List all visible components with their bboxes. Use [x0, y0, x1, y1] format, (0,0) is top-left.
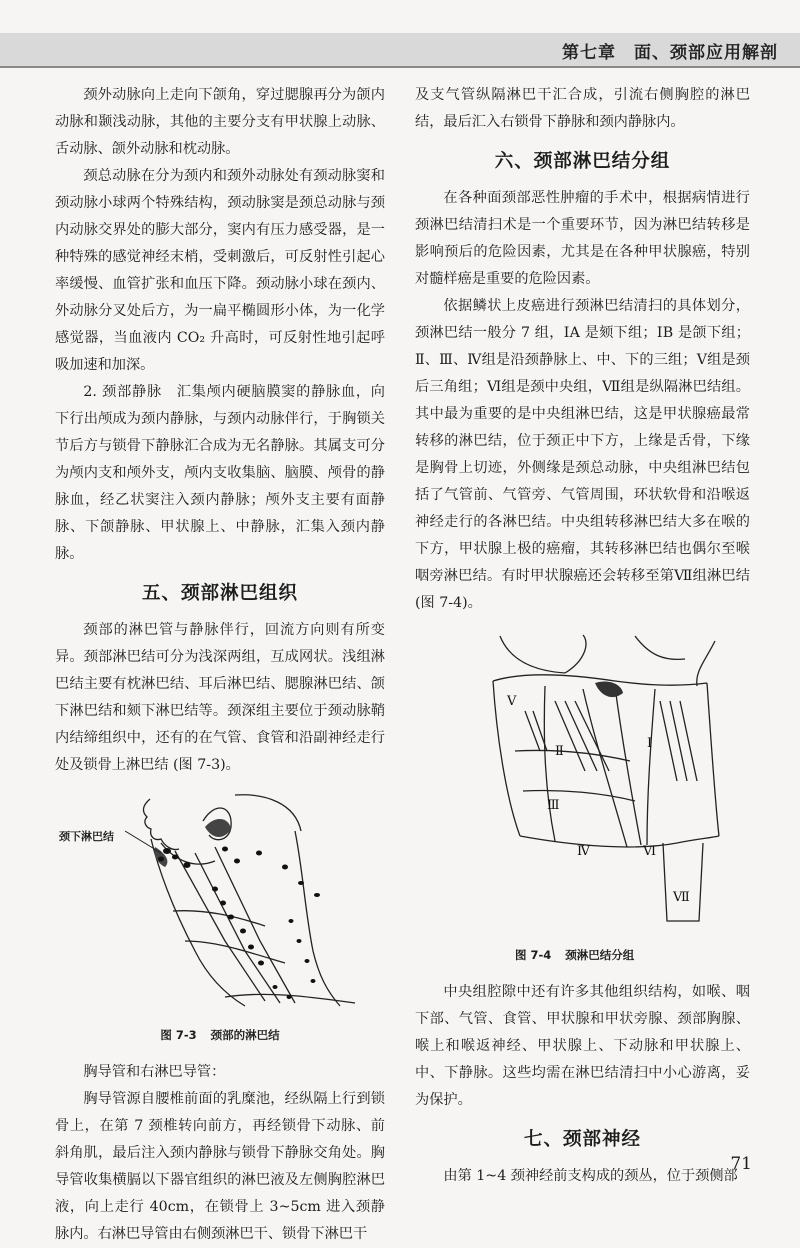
- caption-text: 颈淋巴结分组: [565, 948, 635, 962]
- paragraph: 胸导管源自腰椎前面的乳糜池，经纵隔上行到锁骨上，在第 7 颈椎转向前方，再经锁骨下动脉、前斜角肌，最后注入颈内静脉与锁骨下静脉交角处。胸导管收集横膈以下器官组织的淋巴液及左侧胸腔淋巴液，向上走行 40cm，在锁骨上 3~5cm 进入颈静脉内。右淋巴导管由右侧颈淋巴干、锁骨下淋巴干: [55, 1091, 385, 1242]
- section-heading: 七、颈部神经: [523, 1129, 641, 1150]
- figure-7-4: [415, 631, 750, 936]
- level-label-III: Ⅲ: [547, 798, 560, 813]
- caption-number: 图 7-4: [515, 948, 552, 962]
- chapter-title: 第七章 面、颈部应用解剖: [562, 43, 778, 63]
- figure-7-3-caption: [55, 1022, 385, 1049]
- figure-7-4-caption: [515, 942, 750, 969]
- level-label-IV: Ⅳ: [577, 844, 590, 859]
- left-column: [55, 82, 385, 1248]
- paragraph: 颈部的淋巴管与静脉伴行，回流方向则有所变异。颈部淋巴结可分为浅深两组，互成网状。浅组淋巴结主要有枕淋巴结、耳后淋巴结、腮腺淋巴结、颌下淋巴结和颏下淋巴结等。颈深组主要位于颈动脉鞘内结缔组织中，还有的在气管、食管和沿副神经走行处及锁骨上淋巴结 (图 7-3)。: [55, 622, 385, 773]
- paragraph: 由第 1~4 颈神经前支构成的颈丛，位于颈侧部: [443, 1168, 738, 1184]
- level-label-II: Ⅱ: [555, 744, 564, 759]
- figure-7-3: [55, 791, 385, 1016]
- level-label-V: Ⅴ: [507, 694, 517, 709]
- paragraph: 颈外动脉向上走向下颌角，穿过腮腺再分为颌内动脉和颞浅动脉，其他的主要分支有甲状腺上动脉、舌动脉、颌外动脉和枕动脉。: [55, 87, 385, 157]
- paragraph: 颈总动脉在分为颈内和颈外动脉处有颈动脉窦和颈动脉小球两个特殊结构，颈动脉窦是颈总动脉与颈内动脉交界处的膨大部分，窦内有压力感受器，是一种特殊的感觉神经末梢，受刺激后，可反射性引起心率缓慢、血管扩张和血压下降。颈动脉小球在颈内、外动脉分叉处后方，为一扁平椭圆形小体，为一化学感觉器，当血液内 CO₂ 升高时，可反射性地引起呼吸加速和加深。: [55, 168, 385, 373]
- paragraph: 中央组腔隙中还有许多其他组织结构，如喉、咽下部、气管、食管、甲状腺和甲状旁腺、颈部胸腺、喉上和喉返神经、甲状腺上、下动脉和甲状腺上、中、下静脉。这些均需在淋巴结清扫中小心游离，妥为保护。: [415, 984, 750, 1108]
- figure-label-submandibular: 颈下淋巴结: [59, 830, 114, 843]
- page-number: 71: [730, 1154, 752, 1174]
- neck-node-levels-illustration: [415, 631, 750, 936]
- level-label-VII: Ⅶ: [673, 890, 690, 905]
- level-label-I: Ⅰ: [647, 736, 653, 751]
- caption-number: 图 7-3: [160, 1028, 197, 1042]
- paragraph: 2. 颈部静脉 汇集颅内硬脑膜窦的静脉血，向下行出颅成为颈内静脉，与颈内动脉伴行，于胸锁关节后方与锁骨下静脉汇合成为无名静脉。其属支可分为颅内支和颅外支，颅内支收集脑、脑膜、颅骨的静脉血，经乙状窦注入颈内静脉；颅外支主要有面静脉、下颌静脉、甲状腺上、中静脉，汇集入颈内静脉。: [55, 384, 385, 562]
- caption-text: 颈部的淋巴结: [210, 1028, 280, 1042]
- paragraph: 及支气管纵隔淋巴干汇合成，引流右侧胸腔的淋巴结，最后汇入右锁骨下静脉和颈内静脉内。: [415, 87, 750, 130]
- section-heading: 五、颈部淋巴组织: [141, 583, 298, 604]
- section-heading: 六、颈部淋巴结分组: [494, 151, 671, 172]
- paragraph: 在各种面颈部恶性肿瘤的手术中，根据病情进行颈淋巴结清扫术是一个重要环节，因为淋巴结转移是影响预后的危险因素，尤其是在各种甲状腺癌，特别对髓样癌是重要的危险因素。: [415, 190, 750, 287]
- paragraph: 胸导管和右淋巴导管：: [83, 1064, 226, 1080]
- paragraph: 依据鳞状上皮癌进行颈淋巴结清扫的具体划分，颈淋巴结一般分 7 组，ⅠA 是颏下组；ⅠB 是颌下组；Ⅱ、Ⅲ、Ⅳ组是沿颈静脉上、中、下的三组；Ⅴ组是颈后三角组；Ⅵ组是颈中央组，Ⅶ组是纵隔淋巴结组。其中最为重要的是中央组淋巴结，这是甲状腺癌最常转移的淋巴结，位于颈正中下方，上缘是舌骨，下缘是胸骨上切迹，外侧缘是颈总动脉，中央组淋巴结包括了气管前、气管旁、气管周围，环状软骨和沿喉返神经走行的各淋巴结。中央组转移淋巴结大多在喉的下方，甲状腺上极的癌瘤，其转移淋巴结也偶尔至喉咽旁淋巴结。有时甲状腺癌还会转移至第Ⅶ组淋巴结 (图 7-4)。: [415, 298, 750, 611]
- right-column: [415, 82, 750, 1190]
- level-label-VI: Ⅵ: [643, 844, 657, 859]
